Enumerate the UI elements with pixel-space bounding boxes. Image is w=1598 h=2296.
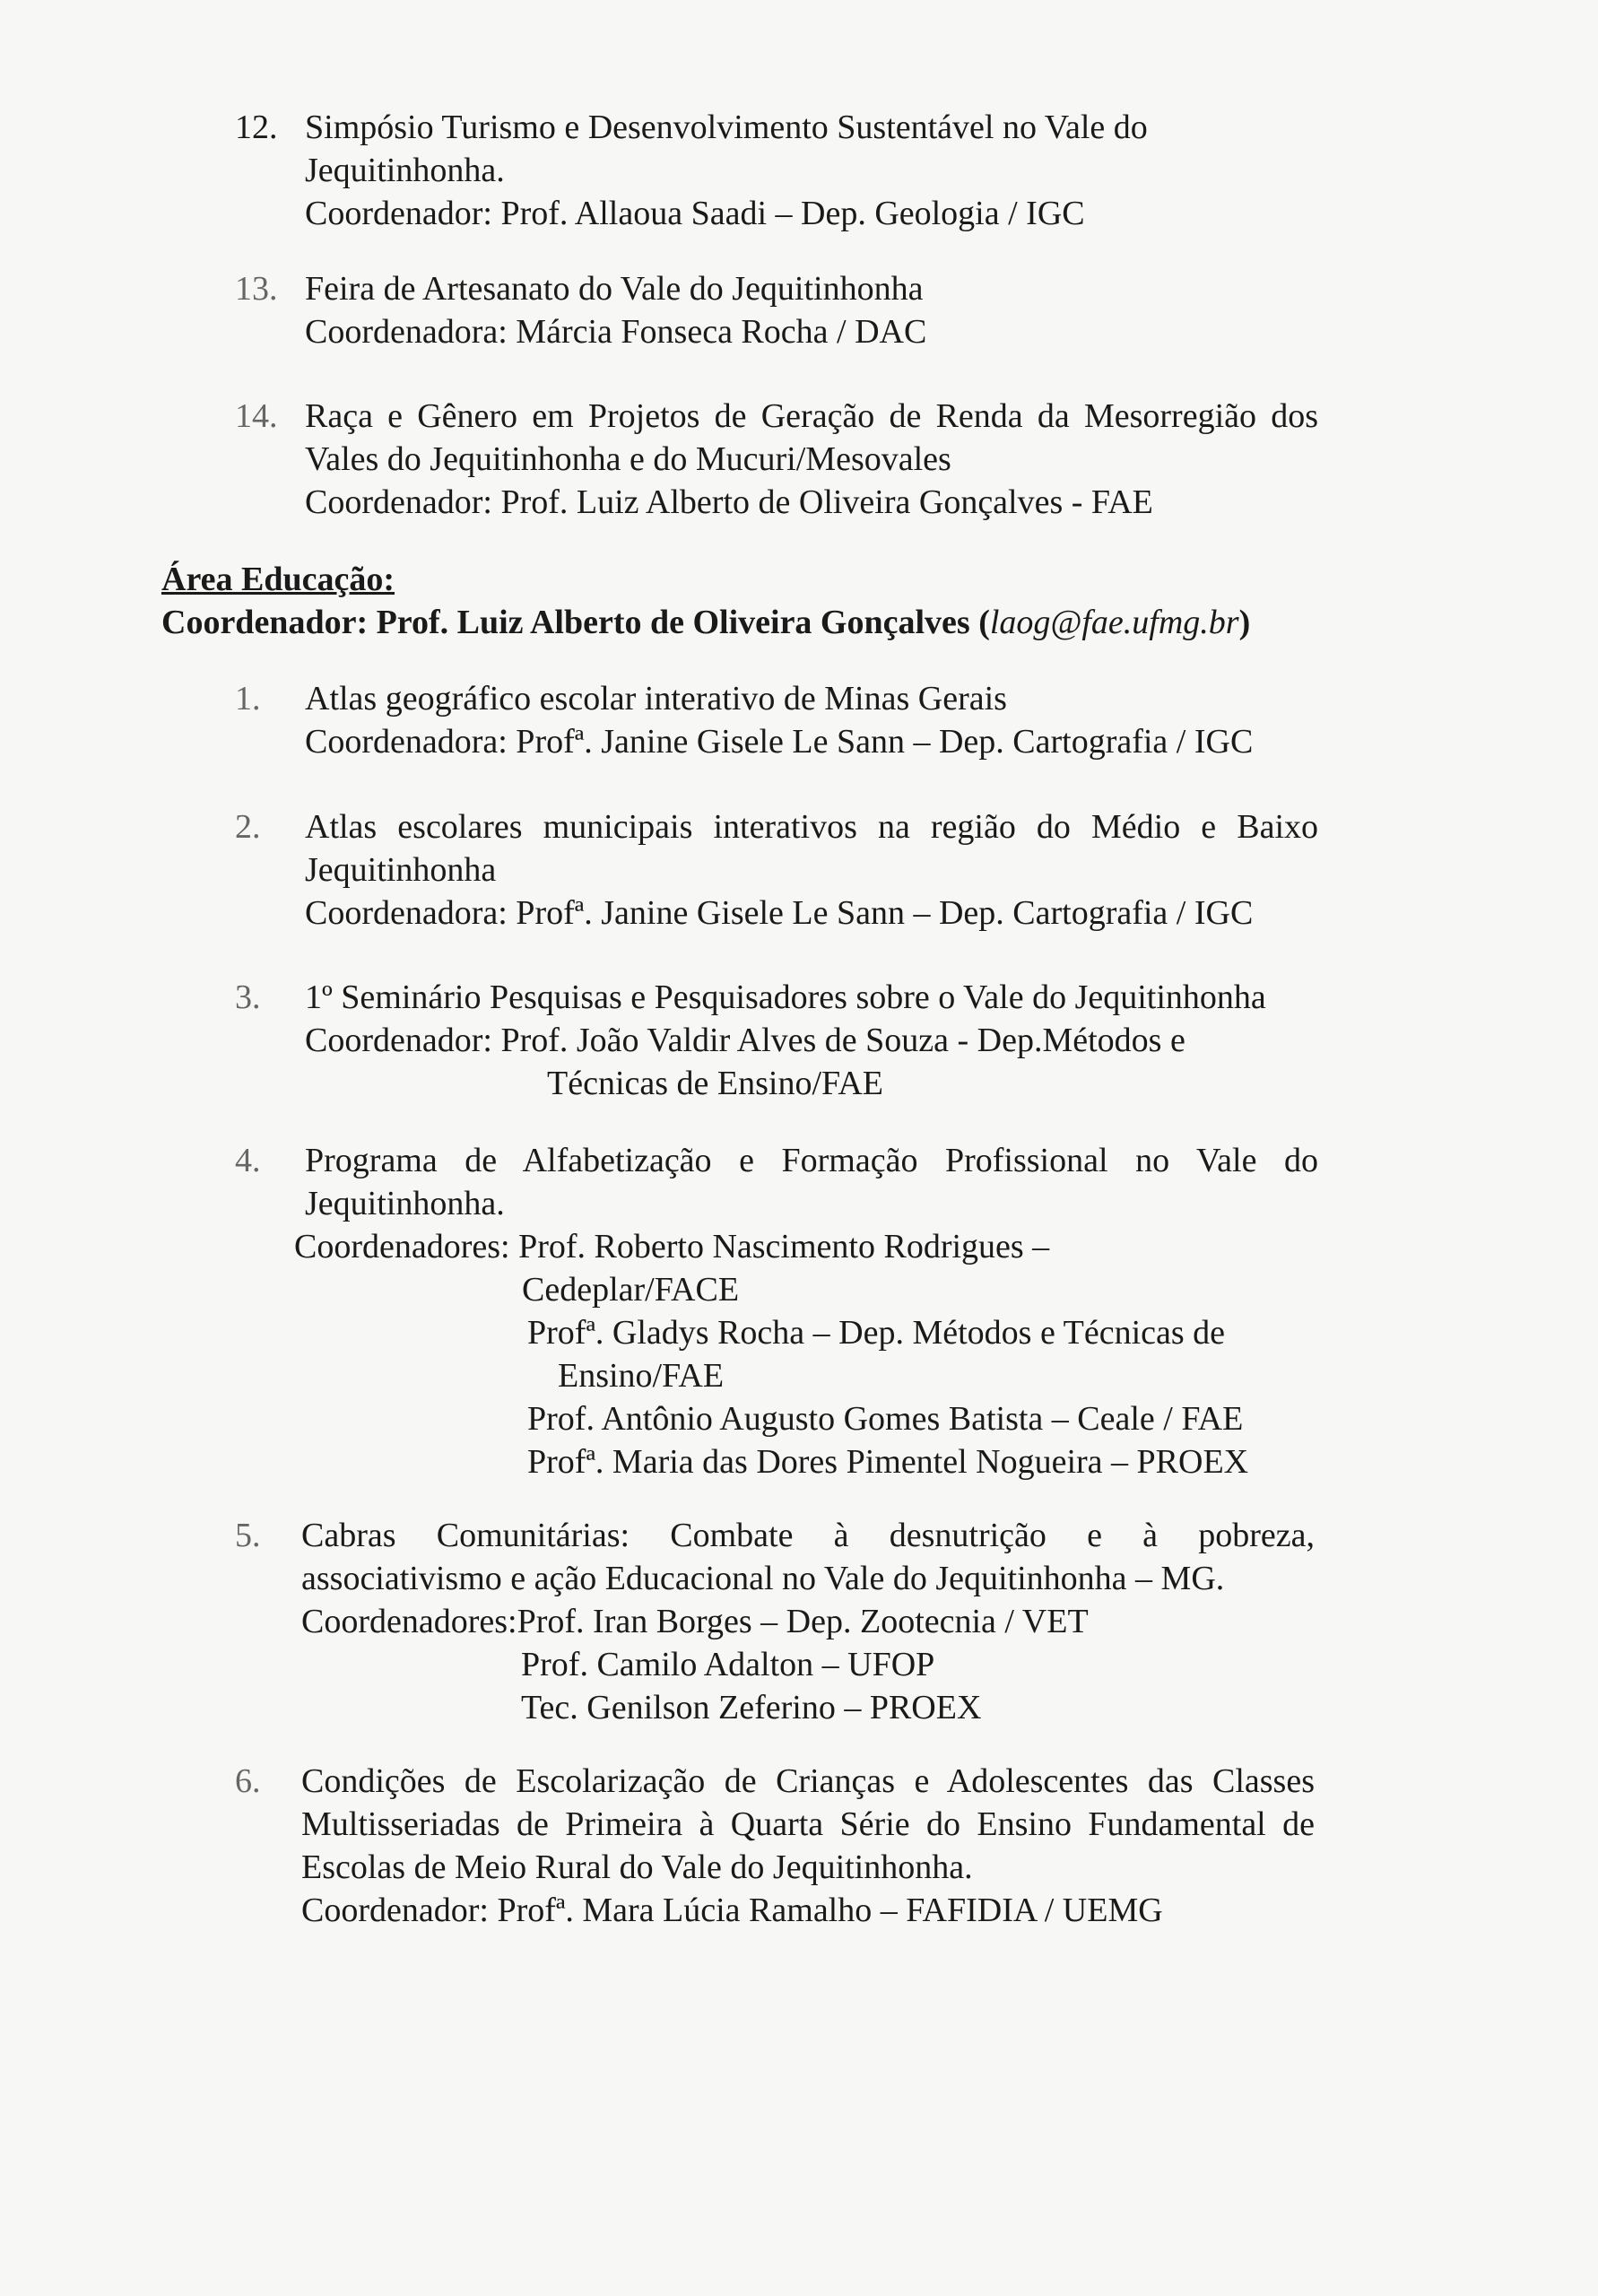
item-coordinator: Ensino/FAE	[558, 1357, 725, 1395]
item-coordinator: Profª. Gladys Rocha – Dep. Métodos e Técnicas de	[527, 1314, 1226, 1352]
section-coordinator: Coordenador: Prof. Luiz Alberto de Oliveira Gonçalves (laog@fae.ufmg.br)	[161, 604, 1251, 641]
item-coordinator: Profª. Maria das Dores Pimentel Nogueira – PROEX	[527, 1443, 1249, 1481]
list-item	[305, 976, 1318, 1105]
item-title: 1º Seminário Pesquisas e Pesquisadores sobre o Vale do Jequitinhonha	[305, 978, 1266, 1016]
list-item	[305, 395, 1318, 524]
item-number: 13.	[235, 270, 278, 308]
list-item	[301, 1514, 1315, 1729]
item-coordinator: Técnicas de Ensino/FAE	[547, 1065, 883, 1102]
list-item	[305, 106, 1318, 235]
item-title: Simpósio Turismo e Desenvolvimento Sustentável no Vale do	[305, 109, 1148, 146]
item-title: Jequitinhonha.	[305, 1185, 505, 1222]
item-coordinator: Coordenador: Prof. João Valdir Alves de Souza - Dep.Métodos e	[305, 1022, 1185, 1059]
item-title: Condições de Escolarização de Crianças e Adolescentes das Classes	[301, 1762, 1315, 1800]
item-title: Cabras Comunitárias: Combate à desnutrição e à pobreza,	[301, 1517, 1315, 1554]
item-coordinator: Coordenadores: Prof. Roberto Nascimento Rodrigues –	[294, 1228, 1050, 1265]
item-number: 1.	[235, 680, 261, 718]
item-number: 5.	[235, 1517, 261, 1554]
section-heading: Área Educação:	[161, 561, 395, 598]
item-coordinator: Cedeplar/FACE	[522, 1271, 740, 1309]
item-title: Atlas geográfico escolar interativo de Minas Gerais	[305, 680, 1007, 718]
item-coordinator: Coordenadora: Profª. Janine Gisele Le Sann – Dep. Cartografia / IGC	[305, 723, 1254, 761]
item-coordinator: Coordenador: Profª. Mara Lúcia Ramalho – FAFIDIA / UEMG	[301, 1892, 1163, 1929]
item-number: 12.	[235, 109, 278, 146]
item-coordinator: Tec. Genilson Zeferino – PROEX	[521, 1689, 982, 1726]
item-coordinator: Coordenador: Prof. Allaoua Saadi – Dep. Geologia / IGC	[305, 195, 1085, 232]
item-number: 4.	[235, 1142, 261, 1179]
item-coordinator: Prof. Antônio Augusto Gomes Batista – Ceale / FAE	[527, 1400, 1244, 1438]
list-item	[294, 1139, 1318, 1483]
item-title: Atlas escolares municipais interativos na região do Médio e Baixo	[305, 808, 1318, 846]
item-title: Multisseriadas de Primeira à Quarta Série do Ensino Fundamental de	[301, 1805, 1315, 1843]
item-coordinator: Prof. Camilo Adalton – UFOP	[521, 1646, 935, 1683]
email-text: laog@fae.ufmg.br	[989, 604, 1239, 641]
item-title: associativismo e ação Educacional no Vale do Jequitinhonha – MG.	[301, 1560, 1225, 1597]
item-coordinator: Coordenadora: Profª. Janine Gisele Le Sann – Dep. Cartografia / IGC	[305, 894, 1254, 932]
section-header	[161, 558, 1250, 644]
item-number: 14.	[235, 397, 278, 435]
list-item	[305, 805, 1318, 935]
list-item	[301, 1760, 1315, 1932]
item-title: Escolas de Meio Rural do Vale do Jequitinhonha.	[301, 1848, 973, 1886]
list-item	[305, 677, 1318, 763]
item-coordinator: Coordenadores:Prof. Iran Borges – Dep. Zootecnia / VET	[301, 1603, 1089, 1640]
item-title: Feira de Artesanato do Vale do Jequitinhonha	[305, 270, 924, 308]
item-title: Jequitinhonha	[305, 851, 497, 889]
item-title: Programa de Alfabetização e Formação Profissional no Vale do	[305, 1142, 1318, 1179]
item-coordinator: Coordenador: Prof. Luiz Alberto de Oliveira Gonçalves - FAE	[305, 483, 1153, 521]
list-item	[305, 267, 1318, 353]
item-coordinator: Coordenadora: Márcia Fonseca Rocha / DAC	[305, 313, 927, 351]
item-title: Vales do Jequitinhonha e do Mucuri/Mesovales	[305, 440, 951, 478]
item-title: Raça e Gênero em Projetos de Geração de Renda da Mesorregião dos	[305, 397, 1318, 435]
item-number: 6.	[235, 1762, 261, 1800]
item-number: 2.	[235, 808, 261, 846]
item-number: 3.	[235, 978, 261, 1016]
item-title: Jequitinhonha.	[305, 152, 505, 189]
